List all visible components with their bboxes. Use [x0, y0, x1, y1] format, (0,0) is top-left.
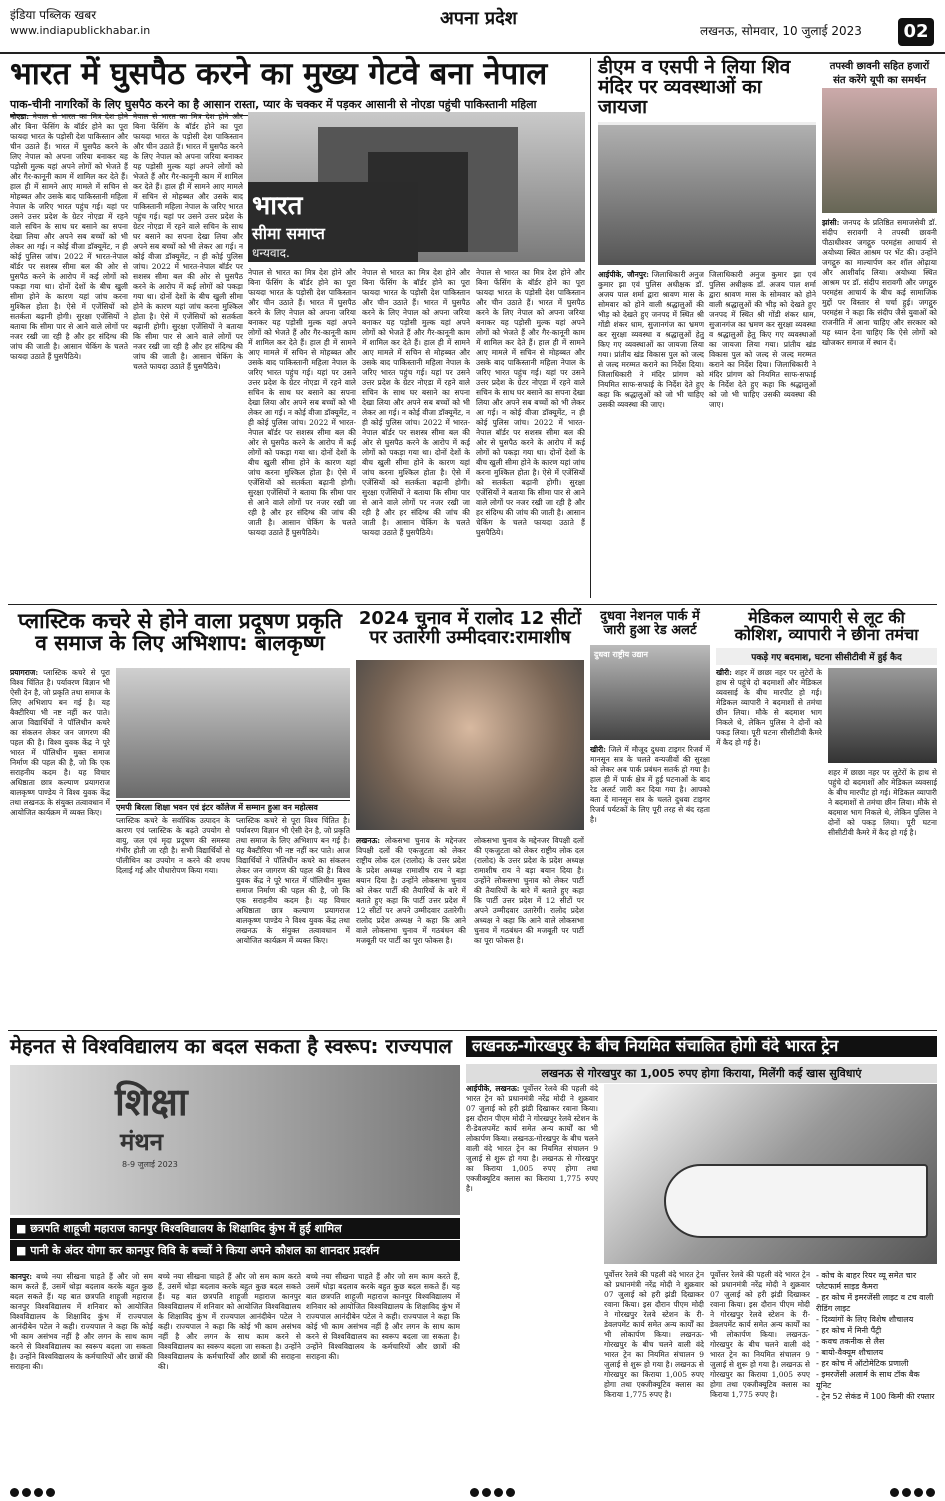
- paper-name: इंडिया पब्लिक खबर: [10, 8, 97, 22]
- page-number: 02: [898, 18, 934, 46]
- body-text: जिलाधिकारी अनुज कुमार झा एवं पुलिस अधीक्षक डॉ. अजय पाल शर्मा द्वारा श्रावण मास के सोमवार को होने वाली श्रद्धालुओं की भीड़ को देखते हुए जनपद में स्थित श्री गोंडी शंकर धाम, सुजानगंज का भ्रमण कर सुरक्षा व्यवस्था व श्रद्धालुओं हेतु किए गए व्यवस्थाओं का जायजा लिया गया। प्रांतीय खंड विकास पुल को जल्द से जल्द मरम्मत कराने का निर्देश दिया। जिलाधिकारी ने मंदिर प्रांगण को नियमित साफ-सफाई के निर्देश देते हुए कहा कि श्रद्धालुओं को जो भी चाहिए उसकी व्यवस्था की जाए।: [709, 270, 816, 409]
- headline: मेडिकल व्यापारी से लूट की: [748, 608, 905, 627]
- body-text: जिले में मौजूद दुधवा टाइगर रिजर्व में मानसून सत्र के चलते वन्यजीवों की सुरक्षा को लेकर अब पार्क प्रबंधन सतर्क हो गया है। हाल ही में पार्क क्षेत्र में हुई घटनाओं के बाद रेड अलर्ट जारी कर दिया गया है। आपको बता दें मानसून सत्र के चलते दुधवा टाइगर रिजर्व पर्यटकों के लिए पूरी तरह से बंद रहता है।: [590, 745, 710, 824]
- meeting-photo: [822, 88, 937, 213]
- footer-dots: [890, 1482, 938, 1501]
- dateline: आईपीके, जौनपुर:: [598, 270, 649, 279]
- article-body: [466, 1084, 598, 1472]
- story-sidebar: [822, 58, 937, 86]
- article-body-cont: [828, 768, 937, 1010]
- feature-item: - हर कोच में इमरजेंसी लाइट व टच वाली रीडिंग लाइट: [816, 1293, 934, 1313]
- body-text: प्लास्टिक कचरे के सर्वाधिक उत्पादन के कारण एवं प्लास्टिक के बढ़ते उपयोग से वायु, जल एवं मृदा प्रदूषण की समस्या गंभीर होती जा रही है। सभी विद्यार्थियों से पॉलीथिन का उपयोग न करने की शपथ दिलाई गई और पौधारोपण किया गया।: [116, 816, 230, 875]
- body-text: पूर्वोत्तर रेलवे की पहली वंदे भारत ट्रेन को प्रधानमंत्री नरेंद्र मोदी ने शुक्रवार 07 जुलाई को हरी झंडी दिखाकर रवाना किया। इस दौरान पीएम मोदी ने गोरखपुर रेलवे स्टेशन के री-डेवलपमेंट कार्य समेत अन्य कार्यों का भी लोकार्पण किया। लखनऊ-गोरखपुर के बीच चलने वाली वंदे भारत ट्रेन का नियमित संचालन 9 जुलाई से शुरू हो गया है। लखनऊ से गोरखपुर का किराया 1,005 रुपए होगा तथा एक्जीक्यूटिव क्लास का किराया 1,775 रुपए है।: [710, 1270, 810, 1399]
- banner-text: शिक्षा: [115, 1080, 188, 1124]
- body-text: पूर्वोत्तर रेलवे की पहली वंदे भारत ट्रेन को प्रधानमंत्री नरेंद्र मोदी ने शुक्रवार 07 जुलाई को हरी झंडी दिखाकर रवाना किया। इस दौरान पीएम मोदी ने गोरखपुर रेलवे स्टेशन के री-डेवलपमेंट कार्य समेत अन्य कार्यों का भी लोकार्पण किया। लखनऊ-गोरखपुर के बीच चलने वाली वंदे भारत ट्रेन का नियमित संचालन 9 जुलाई से शुरू हो गया है। लखनऊ से गोरखपुर का किराया 1,005 रुपए होगा तथा एक्जीक्यूटिव क्लास का किराया 1,775 रुपए है।: [604, 1270, 704, 1399]
- event-photo: [116, 668, 350, 798]
- banner-text: 8-9 जुलाई 2023: [122, 1160, 178, 1169]
- headline: लखनऊ-गोरखपुर के बीच नियमित संचालित होगी वंदे भारत ट्रेन: [472, 1036, 839, 1055]
- story-governor: [10, 1036, 460, 1057]
- body-text: शहर में छाछा नहर पर लुटेरों के हाथ से पहुंचे दो बदमाशों और मेडिकल व्यवसाई के बीच मारपीट हो गई। मेडिकल व्यापारी ने बदमाशों से तमंचा छीन लिया। मौके से बदमाश भाग निकले थे, लेकिन पुलिस ने दोनों को पकड़ लिया। पूरी घटना सीसीटीवी कैमरे में कैद हो गई है।: [828, 768, 937, 837]
- story-nepal-gateway: [10, 58, 585, 116]
- body-text: बच्चे नया सीखना चाहते हैं और जो सम काम करते हैं, उसमें थोड़ा बदलाव करके बहुत कुछ बदल सकते हैं। यह बात छत्रपति शाहूजी महाराज कानपुर विश्वविद्यालय में शनिवार को आयोजित विश्वविद्यालय के शिक्षाविद कुंभ में राज्यपाल आनंदीबेन पटेल ने कही। राज्यपाल ने कहा कि कोई भी काम असंभव नहीं है और लगन के साथ काम करने से विश्वविद्यालय का स्वरूप बदला जा सकता है। उन्होंने विश्वविद्यालय के कर्मचारियों और छात्रों की सराहना की।: [10, 1272, 153, 1371]
- body-text: नेपाल से भारत का मित्र देश होने और बिना फेंसिंग के बॉर्डर होने का पूरा फायदा भारत के पड़ोसी देश पाकिस्तान और चीन उठाते हैं। भारत में घुसपैठ करने के लिए नेपाल को अपना जरिया बनाकर यह पड़ोसी मुल्क यहां अपने लोगों को भेजते हैं और गैर-कानूनी काम में शामिल कर देते हैं। हाल ही में सामने आए मामले में सचिन से मोहब्बत और उसके बाद पाकिस्तानी महिला नेपाल के जरिए भारत पहुंच गई। यहां पर उसने उत्तर प्रदेश के ग्रेटर नोएडा में रहने वाले सचिन के साथ घर बसाने का सपना देखा लिया और अपने सब बच्चों को भी लेकर आ गई। न कोई वीजा डॉक्यूमेंट, न ही कोई पुलिस जांच। 2022 में भारत-नेपाल बॉर्डर पर सशस्त्र सीमा बल की ओर से घुसपैठ करने के आरोप में कई लोगों को पकड़ा गया था। दोनों देशों के बीच खुली सीमा होने के कारण यहां जांच करना मुश्किल होता है। ऐसे में एजेंसियों को सतर्कता बढ़ानी होगी। सुरक्षा एजेंसियों ने बताया कि सीमा पार से आने वाले लोगों पर नजर रखी जा रही है और हर संदिग्ध की जांच की जाती है। आसान चेकिंग के चलते फायदा उठाते हैं घुसपैठिये।: [133, 112, 243, 371]
- dateline: लखनऊ:: [356, 836, 381, 845]
- sign-text: धन्यवाद.: [252, 246, 290, 260]
- column-rule: [590, 58, 591, 598]
- headline: कोशिश, व्यापारी ने छीना तमंचा: [734, 624, 919, 644]
- dateline: झांसी:: [822, 218, 840, 227]
- dateline: नोएडा:: [10, 112, 29, 121]
- sign-text: दुधवा राष्ट्रीय उद्यान: [594, 650, 648, 659]
- article-body-cont: [133, 112, 243, 602]
- headline: मेहनत से विश्वविद्यालय का बदल सकता है स्वरूप: राज्यपाल: [10, 1034, 452, 1058]
- article-body: [10, 112, 128, 602]
- border-sign: [248, 182, 418, 262]
- article-body-cont: [248, 268, 356, 602]
- conference-photo: [10, 1065, 460, 1215]
- article-body: [590, 745, 710, 1010]
- bullet-text: पानी के अंदर योगा कर कानपुर विवि के बच्चों ने किया अपने कौशल का शानदार प्रदर्शन: [30, 1244, 380, 1257]
- body-text: पूर्वोत्तर रेलवे की पहली वंदे भारत ट्रेन को प्रधानमंत्री नरेंद्र मोदी ने शुक्रवार 07 जुलाई को हरी झंडी दिखाकर रवाना किया। इस दौरान पीएम मोदी ने गोरखपुर रेलवे स्टेशन के री-डेवलपमेंट कार्य समेत अन्य कार्यों का भी लोकार्पण किया। लखनऊ-गोरखपुर के बीच चलने वाली वंदे भारत ट्रेन का नियमित संचालन 9 जुलाई से शुरू हो गया है। लखनऊ से गोरखपुर का किराया 1,005 रुपए होगा तथा एक्जीक्यूटिव क्लास का किराया 1,775 रुपए है।: [466, 1084, 598, 1193]
- masthead: [0, 0, 945, 54]
- bullet-text: छत्रपति शाहूजी महाराज कानपुर विश्वविद्यालय के शिक्षाविद कुंभ में हुई शामिल: [30, 1222, 342, 1235]
- headline: भारत में घुसपैठ करने का मुख्य गेटवे बना नेपाल: [10, 56, 548, 92]
- headline: प्लास्टिक कचरे से होने वाला प्रदूषण प्रकृति: [18, 609, 342, 633]
- body-text: शहर में छाछा नहर पर लुटेरों के हाथ से पहुंचे दो बदमाशों और मेडिकल व्यवसाई के बीच मारपीट हो गई। मेडिकल व्यापारी ने बदमाशों से तमंचा छीन लिया। मौके से बदमाश भाग निकले थे, लेकिन पुलिस ने दोनों को पकड़ लिया। पूरी घटना सीसीटीवी कैमरे में कैद हो गई है।: [716, 668, 822, 747]
- park-gate-photo: [590, 645, 710, 740]
- train-photo: [604, 1084, 937, 1264]
- dateline: खीरी:: [590, 745, 606, 754]
- subheadline: लखनऊ से गोरखपुर का 1,005 रुपए होगा किराया, मिलेंगी कई खास सुविधाएं: [466, 1064, 937, 1083]
- article-body-cont: [710, 1270, 810, 1472]
- sign-text: भारत: [252, 191, 303, 221]
- body-text: नेपाल से भारत का मित्र देश होने और बिना फेंसिंग के बॉर्डर होने का पूरा फायदा भारत के पड़ोसी देश पाकिस्तान और चीन उठाते हैं। भारत में घुसपैठ करने के लिए नेपाल को अपना जरिया बनाकर यह पड़ोसी मुल्क यहां अपने लोगों को भेजते हैं और गैर-कानूनी काम में शामिल कर देते हैं। हाल ही में सामने आए मामले में सचिन से मोहब्बत और उसके बाद पाकिस्तानी महिला नेपाल के जरिए भारत पहुंच गई। यहां पर उसने उत्तर प्रदेश के ग्रेटर नोएडा में रहने वाले सचिन के साथ घर बसाने का सपना देखा लिया और अपने सब बच्चों को भी लेकर आ गई। न कोई वीजा डॉक्यूमेंट, न ही कोई पुलिस जांच। 2022 में भारत-नेपाल बॉर्डर पर सशस्त्र सीमा बल की ओर से घुसपैठ करने के आरोप में कई लोगों को पकड़ा गया था। दोनों देशों के बीच खुली सीमा होने के कारण यहां जांच करना मुश्किल होता है। ऐसे में एजेंसियों को सतर्कता बढ़ानी होगी। सुरक्षा एजेंसियों ने बताया कि सीमा पार से आने वाले लोगों पर नजर रखी जा रही है और हर संदिग्ध की जांच की जाती है। आसान चेकिंग के चलते फायदा उठाते हैं घुसपैठिये।: [248, 268, 356, 537]
- gun-photo: [828, 668, 937, 763]
- footer-dots: [10, 1482, 58, 1501]
- section-title: अपना प्रदेश: [440, 8, 517, 29]
- features-list: [816, 1270, 937, 1472]
- headline: जारी हुआ रेड अलर्ट: [603, 622, 697, 638]
- feature-item: - दिव्यांगों के लिए विशेष शौचालय: [816, 1315, 914, 1324]
- story-plastic: [10, 610, 350, 654]
- story-rld: [356, 610, 584, 648]
- feature-item: - हर कोच में मिनी पैंट्री: [816, 1326, 882, 1335]
- story-vande-bharat: [466, 1036, 937, 1057]
- article-body: [598, 270, 704, 600]
- headline: 2024 चुनाव में रालोद 12 सीटों: [358, 608, 582, 629]
- story-dudhwa: [590, 610, 710, 637]
- article-body-cont: [474, 836, 584, 1010]
- body-text: नेपाल से भारत का मित्र देश होने और बिना फेंसिंग के बॉर्डर होने का पूरा फायदा भारत के पड़ोसी देश पाकिस्तान और चीन उठाते हैं। भारत में घुसपैठ करने के लिए नेपाल को अपना जरिया बनाकर यह पड़ोसी मुल्क यहां अपने लोगों को भेजते हैं और गैर-कानूनी काम में शामिल कर देते हैं। हाल ही में सामने आए मामले में सचिन से मोहब्बत और उसके बाद पाकिस्तानी महिला नेपाल के जरिए भारत पहुंच गई। यहां पर उसने उत्तर प्रदेश के ग्रेटर नोएडा में रहने वाले सचिन के साथ घर बसाने का सपना देखा लिया और अपने सब बच्चों को भी लेकर आ गई। न कोई वीजा डॉक्यूमेंट, न ही कोई पुलिस जांच। 2022 में भारत-नेपाल बॉर्डर पर सशस्त्र सीमा बल की ओर से घुसपैठ करने के आरोप में कई लोगों को पकड़ा गया था। दोनों देशों के बीच खुली सीमा होने के कारण यहां जांच करना मुश्किल होता है। ऐसे में एजेंसियों को सतर्कता बढ़ानी होगी। सुरक्षा एजेंसियों ने बताया कि सीमा पार से आने वाले लोगों पर नजर रखी जा रही है और हर संदिग्ध की जांच की जाती है। आसान चेकिंग के चलते फायदा उठाते हैं घुसपैठिये।: [362, 268, 470, 537]
- article-body-cont: [158, 1272, 301, 1472]
- article-body: [822, 218, 937, 600]
- feature-item: - इमरजेंसी अलार्म के साथ टॉक बैक यूनिट: [816, 1370, 920, 1390]
- body-text: नेपाल से भारत का मित्र देश होने और बिना फेंसिंग के बॉर्डर होने का पूरा फायदा भारत के पड़ोसी देश पाकिस्तान और चीन उठाते हैं। भारत में घुसपैठ करने के लिए नेपाल को अपना जरिया बनाकर यह पड़ोसी मुल्क यहां अपने लोगों को भेजते हैं और गैर-कानूनी काम में शामिल कर देते हैं। हाल ही में सामने आए मामले में सचिन से मोहब्बत और उसके बाद पाकिस्तानी महिला नेपाल के जरिए भारत पहुंच गई। यहां पर उसने उत्तर प्रदेश के ग्रेटर नोएडा में रहने वाले सचिन के साथ घर बसाने का सपना देखा लिया और अपने सब बच्चों को भी लेकर आ गई। न कोई वीजा डॉक्यूमेंट, न ही कोई पुलिस जांच। 2022 में भारत-नेपाल बॉर्डर पर सशस्त्र सीमा बल की ओर से घुसपैठ करने के आरोप में कई लोगों को पकड़ा गया था। दोनों देशों के बीच खुली सीमा होने के कारण यहां जांच करना मुश्किल होता है। ऐसे में एजेंसियों को सतर्कता बढ़ानी होगी। सुरक्षा एजेंसियों ने बताया कि सीमा पार से आने वाले लोगों पर नजर रखी जा रही है और हर संदिग्ध की जांच की जाती है। आसान चेकिंग के चलते फायदा उठाते हैं घुसपैठिये।: [10, 112, 128, 361]
- article-body-cont: [709, 270, 816, 600]
- article-body-cont: [476, 268, 585, 602]
- article-body-cont: [604, 1270, 704, 1472]
- article-body: [356, 836, 466, 1010]
- body-text: नेपाल से भारत का मित्र देश होने और बिना फेंसिंग के बॉर्डर होने का पूरा फायदा भारत के पड़ोसी देश पाकिस्तान और चीन उठाते हैं। भारत में घुसपैठ करने के लिए नेपाल को अपना जरिया बनाकर यह पड़ोसी मुल्क यहां अपने लोगों को भेजते हैं और गैर-कानूनी काम में शामिल कर देते हैं। हाल ही में सामने आए मामले में सचिन से मोहब्बत और उसके बाद पाकिस्तानी महिला नेपाल के जरिए भारत पहुंच गई। यहां पर उसने उत्तर प्रदेश के ग्रेटर नोएडा में रहने वाले सचिन के साथ घर बसाने का सपना देखा लिया और अपने सब बच्चों को भी लेकर आ गई। न कोई वीजा डॉक्यूमेंट, न ही कोई पुलिस जांच। 2022 में भारत-नेपाल बॉर्डर पर सशस्त्र सीमा बल की ओर से घुसपैठ करने के आरोप में कई लोगों को पकड़ा गया था। दोनों देशों के बीच खुली सीमा होने के कारण यहां जांच करना मुश्किल होता है। ऐसे में एजेंसियों को सतर्कता बढ़ानी होगी। सुरक्षा एजेंसियों ने बताया कि सीमा पार से आने वाले लोगों पर नजर रखी जा रही है और हर संदिग्ध की जांच की जाती है। आसान चेकिंग के चलते फायदा उठाते हैं घुसपैठिये।: [476, 268, 585, 537]
- body-text: बच्चे नया सीखना चाहते हैं और जो सम काम करते हैं, उसमें थोड़ा बदलाव करके बहुत कुछ बदल सकते हैं। यह बात छत्रपति शाहूजी महाराज कानपुर विश्वविद्यालय में शनिवार को आयोजित विश्वविद्यालय के शिक्षाविद कुंभ में राज्यपाल आनंदीबेन पटेल ने कही। राज्यपाल ने कहा कि कोई भी काम असंभव नहीं है और लगन के साथ काम करने से विश्वविद्यालय का स्वरूप बदला जा सकता है। उन्होंने विश्वविद्यालय के कर्मचारियों और छात्रों की सराहना की।: [158, 1272, 301, 1371]
- dateline: आईपीके, लखनऊ:: [466, 1084, 520, 1093]
- divider: [8, 1030, 937, 1031]
- sign-text: सीमा समाप्त: [252, 224, 325, 243]
- body-text: प्लास्टिक कचरे से पूरा विश्व चिंतित है। पर्यावरण विज्ञान भी ऐसी देन है, जो प्रकृति तथा समाज के लिए अभिशाप बन गई है। यह बैक्टीरिया भी नष्ट नहीं कर पाते। आज विद्यार्थियों ने पॉलिथीन कचरे का संकलन लेकर जन जागरण की पहल की है। विश्व युवक केंद्र ने पूरे भारत में पॉलिथीन मुक्त समाज निर्माण की पहल की है, जो कि एक सराहनीय कदम है। यह विचार अधिष्ठाता छात्र कल्याण प्रयागराज बालकृष्ण पाण्डेय ने विश्व युवक केंद्र तथा लखनऊ के संयुक्त तत्वावधान में आयोजित कार्यक्रम में व्यक्त किए।: [10, 668, 110, 817]
- dateline: प्रयागराज:: [10, 668, 39, 677]
- headline: दुधवा नेशनल पार्क में: [600, 609, 700, 624]
- feature-item: - बायो-वैक्यूम शौचालय: [816, 1348, 884, 1357]
- dateline: कानपुर:: [10, 1272, 32, 1281]
- feature-item: - कवच तकनीक से लैस: [816, 1337, 885, 1346]
- feature-item: - ट्रेन 52 सेकंड में 100 किमी की रफ्तार: [816, 1392, 935, 1401]
- feature-item: - कोच के बाहर रियर व्यू समेत चार प्लेटफार्म साइड कैमरा: [816, 1271, 917, 1291]
- body-text: लोकसभा चुनाव के मद्देनजर विपक्षी दलों की एकजुटता को लेकर राष्ट्रीय लोक दल (रालोद) के उत्तर प्रदेश के प्रदेश अध्यक्ष रामाशीष राय ने बड़ा बयान दिया है। उन्होंने लोकसभा चुनाव को लेकर पार्टी की तैयारियों के बारे में बताते हुए कहा कि पार्टी उत्तर प्रदेश में 12 सीटों पर अपने उम्मीदवार उतारेगी। रालोद प्रदेश अध्यक्ष ने कहा कि आने वाले लोकसभा चुनाव में गठबंधन की मजबूती पर पार्टी का पूरा फोकस है।: [356, 836, 466, 945]
- headline: पर उतारेगी उम्मीदवार:रामाशीष: [369, 626, 571, 648]
- footer-dots: [470, 1482, 518, 1501]
- leader-portrait: [356, 660, 584, 830]
- border-gate-photo: [248, 112, 585, 262]
- article-body-cont: [236, 816, 350, 1010]
- bullet: ■ पानी के अंदर योगा कर कानपुर विवि के बच्चों ने किया अपने कौशल का शानदार प्रदर्शन: [10, 1240, 460, 1262]
- body-text: प्लास्टिक कचरे से पूरा विश्व चिंतित है। पर्यावरण विज्ञान भी ऐसी देन है, जो प्रकृति तथा समाज के लिए अभिशाप बन गई है। यह बैक्टीरिया भी नष्ट नहीं कर पाते। आज विद्यार्थियों ने पॉलिथीन कचरे का संकलन लेकर जन जागरण की पहल की है। विश्व युवक केंद्र ने पूरे भारत में पॉलिथीन मुक्त समाज निर्माण की पहल की है, जो कि एक सराहनीय कदम है। यह विचार अधिष्ठाता छात्र कल्याण प्रयागराज बालकृष्ण पाण्डेय ने विश्व युवक केंद्र तथा लखनऊ के संयुक्त तत्वावधान में आयोजित कार्यक्रम में व्यक्त किए।: [236, 816, 350, 945]
- article-body-cont: [306, 1272, 460, 1472]
- article-body-cont: [362, 268, 470, 602]
- body-text: लोकसभा चुनाव के मद्देनजर विपक्षी दलों की एकजुटता को लेकर राष्ट्रीय लोक दल (रालोद) के उत्तर प्रदेश के प्रदेश अध्यक्ष रामाशीष राय ने बड़ा बयान दिया है। उन्होंने लोकसभा चुनाव को लेकर पार्टी की तैयारियों के बारे में बताते हुए कहा कि पार्टी उत्तर प्रदेश में 12 सीटों पर अपने उम्मीदवार उतारेगी। रालोद प्रदेश अध्यक्ष ने कहा कि आने वाले लोकसभा चुनाव में गठबंधन की मजबूती पर पार्टी का पूरा फोकस है।: [474, 836, 584, 945]
- inspection-photo: [598, 125, 816, 265]
- article-body: [10, 668, 110, 1010]
- feature-item: - हर कोच में ऑटोमेटिक प्रणाली: [816, 1359, 909, 1368]
- article-body: [10, 1272, 153, 1472]
- subheadline: पकड़े गए बदमाश, घटना सीसीटीवी में हुई कैद: [716, 648, 937, 665]
- photo-caption: एमपी बिरला शिक्षा भवन एवं इंटर कॉलेज में सम्मान हुआ वन महोत्सव: [116, 800, 350, 815]
- body-text: जिलाधिकारी अनुज कुमार झा एवं पुलिस अधीक्षक डॉ. अजय पाल शर्मा द्वारा श्रावण मास के सोमवार को होने वाली श्रद्धालुओं की भीड़ को देखते हुए जनपद में स्थित श्री गोंडी शंकर धाम, सुजानगंज का भ्रमण कर सुरक्षा व्यवस्था व श्रद्धालुओं हेतु किए गए व्यवस्थाओं का जायजा लिया गया। प्रांतीय खंड विकास पुल को जल्द से जल्द मरम्मत कराने का निर्देश दिया। जिलाधिकारी ने मंदिर प्रांगण को नियमित साफ-सफाई के निर्देश देते हुए कहा कि श्रद्धालुओं को जो भी चाहिए उसकी व्यवस्था की जाए।: [598, 270, 704, 409]
- bullet: ■ छत्रपति शाहूजी महाराज कानपुर विश्वविद्यालय के शिक्षाविद कुंभ में हुई शामिल: [10, 1218, 460, 1240]
- subheadline: पाक-चीनी नागरिकों के लिए घुसपैठ करने का है आसान रास्ता, प्यार के चक्कर में पड़कर आसानी से नोएडा पहुंची पाकिस्तानी महिला: [10, 97, 585, 116]
- banner-text: मंथन: [120, 1128, 164, 1156]
- body-text: बच्चे नया सीखना चाहते हैं और जो सम काम करते हैं, उसमें थोड़ा बदलाव करके बहुत कुछ बदल सकते हैं। यह बात छत्रपति शाहूजी महाराज कानपुर विश्वविद्यालय में शनिवार को आयोजित विश्वविद्यालय के शिक्षाविद कुंभ में राज्यपाल आनंदीबेन पटेल ने कही। राज्यपाल ने कहा कि कोई भी काम असंभव नहीं है और लगन के साथ काम करने से विश्वविद्यालय का स्वरूप बदला जा सकता है। उन्होंने विश्वविद्यालय के कर्मचारियों और छात्रों की सराहना की।: [306, 1272, 460, 1361]
- dateline: खीरी:: [716, 668, 732, 677]
- headline: डीएम व एसपी ने लिया शिव मंदिर पर व्यवस्थाओं का जायजा: [598, 56, 791, 118]
- divider: [8, 604, 937, 605]
- story-medical-loot: [716, 610, 937, 665]
- paper-url[interactable]: www.indiapublickhabar.in: [10, 24, 151, 37]
- article-body: [716, 668, 822, 1010]
- article-body-cont: [116, 816, 230, 1010]
- highlight-bullets: [10, 1218, 460, 1262]
- body-text: जनपद के प्रतिष्ठित समाजसेवी डॉ. संदीप सरावगी ने तपस्वी छावनी पीठाधीश्वर जगद्गुरु परमहंस आचार्य से अयोध्या स्थित आश्रम पर भेंट की। उन्होंने जगद्गुरु का माल्यार्पण कर शॉल ओढ़ाया और आशीर्वाद लिया। अयोध्या स्थित आश्रम पर डॉ. संदीप सरावगी और जगद्गुरु परमहंस आचार्य के बीच कई सामाजिक मुद्दों पर विस्तार से चर्चा हुई। जगद्गुरु परमहंस ने कहा कि संदीप जैसे युवाओं को राजनीति में आना चाहिए और सरकार को यह ध्यान देना चाहिए कि ऐसे लोगों को खोजकर समाज में स्थान दें।: [822, 218, 937, 347]
- issue-date: लखनऊ, सोमवार, 10 जुलाई 2023: [700, 24, 862, 38]
- headline: तपस्वी छावनी सहित हजारों संत करेंगे यूपी का समर्थन: [829, 61, 930, 86]
- headline: व समाज के लिए अभिशाप: बालकृष्ण: [35, 631, 325, 656]
